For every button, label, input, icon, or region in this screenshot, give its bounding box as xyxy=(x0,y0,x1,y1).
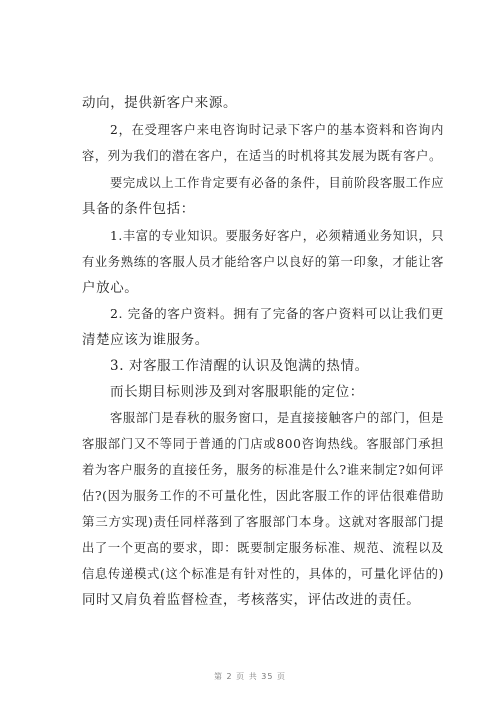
paragraph-line: 容，列为我们的潜在客户，在适当的时机将其发展为既有客户。 xyxy=(82,149,442,163)
paragraph-line: 3. 对客服工作清醒的认识及饱满的热情。 xyxy=(110,358,369,374)
paragraph-line: 户放心。 xyxy=(82,280,139,296)
paragraph-line: 清楚应该为谁服务。 xyxy=(82,332,209,348)
paragraph-line: 客服部门是春秋的服务窗口，是直接接触客户的部门，但是 xyxy=(110,411,445,425)
paragraph-line: 具备的条件包括： xyxy=(82,201,195,217)
paragraph-line: 出了一个更高的要求，即：既要制定服务标准、规范、流程以及 xyxy=(82,541,444,555)
paragraph-line: 有业务熟练的客服人员才能给客户以良好的第一印象，才能让客 xyxy=(82,255,444,269)
paragraph-line: 着为客户服务的直接任务，服务的标准是什么?谁来制定?如何评 xyxy=(82,463,444,477)
paragraph-line: 而长期目标则涉及到对客服职能的定位： xyxy=(110,384,364,400)
paragraph-line: 1.丰富的专业知识。要服务好客户，必须精通业务知识，只 xyxy=(110,229,445,243)
paragraph-line: 动向，提供新客户来源。 xyxy=(82,95,238,111)
paragraph-line: 信息传递模式(这个标准是有针对性的，具体的，可量化评估的) xyxy=(82,567,444,581)
paragraph-line: 同时又肩负着监督检查，考核落实，评估改进的责任。 xyxy=(82,592,421,608)
page-number-footer: 第 2 页 共 35 页 xyxy=(214,672,286,681)
paragraph-line: 第三方实现)责任同样落到了客服部门本身。这就对客服部门提 xyxy=(82,514,444,529)
paragraph-line: 估?(因为服务工作的不可量化性，因此客服工作的评估很难借助 xyxy=(82,489,444,503)
paragraph-line: 要完成以上工作肯定要有必备的条件，目前阶段客服工作应 xyxy=(110,176,445,190)
paragraph-line: 客服部门又不等同于普通的门店或800咨询热线。客服部门承担 xyxy=(82,437,444,451)
paragraph-line: 2，在受理客户来电咨询时记录下客户的基本资料和咨询内 xyxy=(110,123,444,137)
paragraph-line: 2. 完备的客户资料。拥有了完备的客户资料可以让我们更 xyxy=(110,306,444,321)
